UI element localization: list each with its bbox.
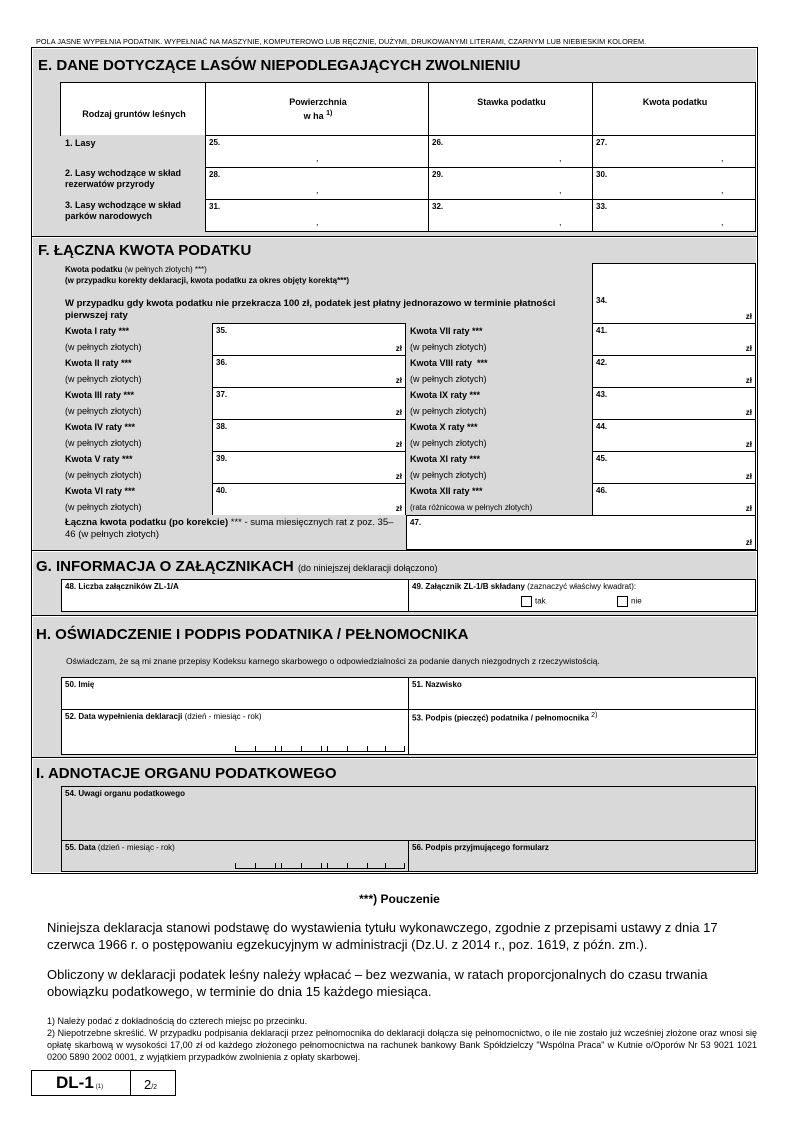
checkbox-no-box[interactable] bbox=[617, 596, 628, 607]
inst-label-2: Kwota II raty *** (w pełnych złotych) bbox=[61, 355, 212, 388]
field-27[interactable]: 27. , bbox=[592, 135, 756, 168]
e-col-amount-header: Kwota podatku bbox=[592, 82, 756, 136]
section-e-title: E. DANE DOTYCZĄCE LASÓW NIEPODLEGAJĄCYCH ZWOLNIENIU bbox=[38, 57, 521, 74]
field-42[interactable]: 42. zł bbox=[592, 355, 756, 388]
e-row2-label: 2. Lasy wchodzące w skład rezerwatów przyrody bbox=[61, 167, 205, 200]
section-h-title: H. OŚWIADCZENIE I PODPIS PODATNIKA / PEŁNOMOCNIKA bbox=[36, 626, 469, 643]
form-id-box bbox=[31, 1070, 131, 1096]
field-55: 55. Data (dzień - miesiąc - rok) bbox=[61, 840, 409, 872]
field-52[interactable]: 52. Data wypełnienia deklaracji (dzień - miesiąc - rok) bbox=[61, 709, 409, 755]
inst-label-4: Kwota IV raty *** (w pełnych złotych) bbox=[61, 419, 212, 452]
inst-label-1: Kwota I raty *** (w pełnych złotych) bbox=[61, 323, 212, 356]
inst-label-9: Kwota IX raty *** (w pełnych złotych) bbox=[406, 387, 592, 420]
field-36[interactable]: 36. zł bbox=[212, 355, 406, 388]
field-53[interactable]: 53. Podpis (pieczęć) podatnika / pełnomocnika $^{2)}$ bbox=[408, 709, 756, 755]
field-34[interactable]: 34. zł bbox=[592, 263, 756, 324]
field-30[interactable]: 30. , bbox=[592, 167, 756, 200]
page-total: /2 bbox=[151, 1084, 158, 1091]
section-f-title: F. ŁĄCZNA KWOTA PODATKU bbox=[38, 242, 252, 259]
pouczenie-p2: Obliczony w deklaracji podatek leśny należy wpłacać – bez wezwania, w ratach proporcjonalnych do czasu trwania obowiązku podatkowego, w terminie do dnia 15 każdego miesiąca. bbox=[47, 967, 708, 999]
inst-label-3: Kwota III raty *** (w pełnych złotych) bbox=[61, 387, 212, 420]
pouczenie-p1: Niniejsza deklaracja stanowi podstawę do wystawienia tytułu wykonawczego, zgodnie z przepisami ustawy z dnia 17 czerwca 1966 r. o postępowaniu egzekucyjnym w administracji (Dz.U. z 2014 r., poz. 1619, z późn. zm.). bbox=[47, 920, 718, 952]
section-divider bbox=[31, 615, 758, 616]
form-code: DL-1 bbox=[56, 1073, 94, 1092]
field-48[interactable]: 48. Liczba załączników ZL-1/A bbox=[61, 579, 409, 612]
checkbox-yes[interactable]: tak bbox=[521, 596, 546, 607]
f-total-label: Łączna kwota podatku (po korekcie) *** - suma miesięcznych rat z poz. 35–46 (w pełnych złotych) bbox=[61, 515, 406, 550]
field-56: 56. Podpis przyjmującego formularz bbox=[408, 840, 756, 872]
page-number-box bbox=[130, 1070, 176, 1096]
section-divider bbox=[31, 236, 758, 237]
inst-label-6: Kwota VI raty *** (w pełnych złotych) bbox=[61, 483, 212, 516]
section-divider bbox=[31, 550, 758, 551]
date-boxes bbox=[235, 746, 405, 752]
field-39[interactable]: 39. zł bbox=[212, 451, 406, 484]
field-40[interactable]: 40. zł bbox=[212, 483, 406, 516]
section-divider bbox=[31, 757, 758, 758]
f-kwota-label: Kwota podatku (w pełnych złotych) ***) (w przypadku korekty deklaracji, kwota podatku za okres objęty korektą***) W przypadku gdy kwota podatku nie przekracza 100 zł, podatek jest płatny jednorazowo w terminie płatności pierwszej raty bbox=[61, 263, 592, 324]
section-g-title: G. INFORMACJA O ZAŁĄCZNIKACH (do niniejszej deklaracji dołączono) bbox=[36, 558, 438, 575]
field-31[interactable]: 31. , bbox=[205, 199, 429, 232]
checkbox-yes-box[interactable] bbox=[521, 596, 532, 607]
date-boxes-i bbox=[235, 863, 405, 869]
inst-label-5: Kwota V raty *** (w pełnych złotych) bbox=[61, 451, 212, 484]
inst-label-8: Kwota VIII raty *** (w pełnych złotych) bbox=[406, 355, 592, 388]
field-54: 54. Uwagi organu podatkowego bbox=[61, 786, 756, 841]
field-28[interactable]: 28. , bbox=[205, 167, 429, 200]
inst-label-7: Kwota VII raty *** (w pełnych złotych) bbox=[406, 323, 592, 356]
e-col-type-header: Rodzaj gruntów leśnych bbox=[60, 82, 206, 136]
top-note: POLA JASNE WYPEŁNIA PODATNIK. WYPEŁNIAĆ NA MASZYNIE, KOMPUTEROWO LUB RĘCZNIE, DUŻYMI, DRUKOWANYMI LITERAMI, CZARNYM LUB NIEBIESKIM KOLOREM. bbox=[36, 37, 647, 46]
section-i-title: I. ADNOTACJE ORGANU PODATKOWEGO bbox=[36, 765, 337, 782]
field-51[interactable]: 51. Nazwisko bbox=[408, 677, 756, 710]
pouczenie-title: ***) Pouczenie bbox=[359, 892, 440, 906]
inst-label-10: Kwota X raty *** (w pełnych złotych) bbox=[406, 419, 592, 452]
field-47[interactable]: 47. zł bbox=[406, 515, 756, 550]
field-37[interactable]: 37. zł bbox=[212, 387, 406, 420]
field-49: 49. Załącznik ZL-1/B składany (zaznaczyć właściwy kwadrat): tak nie bbox=[408, 579, 756, 612]
checkbox-no[interactable]: nie bbox=[617, 596, 642, 607]
e-row3-label: 3. Lasy wchodzące w skład parków narodowych bbox=[61, 199, 205, 232]
inst-label-12: Kwota XII raty *** (rata różnicowa w pełnych złotych) bbox=[406, 483, 592, 516]
footnote-2: 2) Niepotrzebne skreślić. W przypadku podpisania deklaracji przez pełnomocnika do deklaracji dołącza się pełnomocnictwo, o ile nie zostało już wcześniej złożone oraz wnosi się opłatę skarbową w wysokości 17,00 zł od każdego złożonego pełnomocnictwa na rachunek bankowy Bank Spółdzielczy "Wspólna Praca" w Kutnie o/Oporów Nr 53 9021 1021 0200 5890 2002 0001, z wyjątkiem przypadków zwolnienia z opłaty skarbowej. bbox=[47, 1028, 757, 1062]
field-32[interactable]: 32. , bbox=[428, 199, 593, 232]
field-29[interactable]: 29. , bbox=[428, 167, 593, 200]
field-50[interactable]: 50. Imię bbox=[61, 677, 409, 710]
field-35[interactable]: 35. zł bbox=[212, 323, 406, 356]
field-26[interactable]: 26. , bbox=[428, 135, 593, 168]
footnote-1: 1) Należy podać z dokładnością do czterech miejsc po przecinku. bbox=[47, 1016, 308, 1026]
section-h-statement: Oświadczam, że są mi znane przepisy Kodeksu karnego skarbowego o odpowiedzialności za podanie danych niezgodnych z rzeczywistością. bbox=[66, 656, 600, 666]
field-33[interactable]: 33. , bbox=[592, 199, 756, 232]
field-25[interactable]: 25. , bbox=[205, 135, 429, 168]
field-41[interactable]: 41. zł bbox=[592, 323, 756, 356]
field-43[interactable]: 43. zł bbox=[592, 387, 756, 420]
e-row1-label: 1. Lasy bbox=[61, 135, 205, 168]
page-number: 2 bbox=[144, 1077, 152, 1092]
form-version: (1) bbox=[95, 1084, 104, 1090]
inst-label-11: Kwota XI raty *** (w pełnych złotych) bbox=[406, 451, 592, 484]
field-45[interactable]: 45. zł bbox=[592, 451, 756, 484]
field-44[interactable]: 44. zł bbox=[592, 419, 756, 452]
field-38[interactable]: 38. zł bbox=[212, 419, 406, 452]
e-col-rate-header: Stawka podatku bbox=[428, 82, 593, 136]
e-col-area-header: Powierzchnia w ha $^{1)}$ bbox=[205, 82, 429, 136]
field-46[interactable]: 46. zł bbox=[592, 483, 756, 516]
